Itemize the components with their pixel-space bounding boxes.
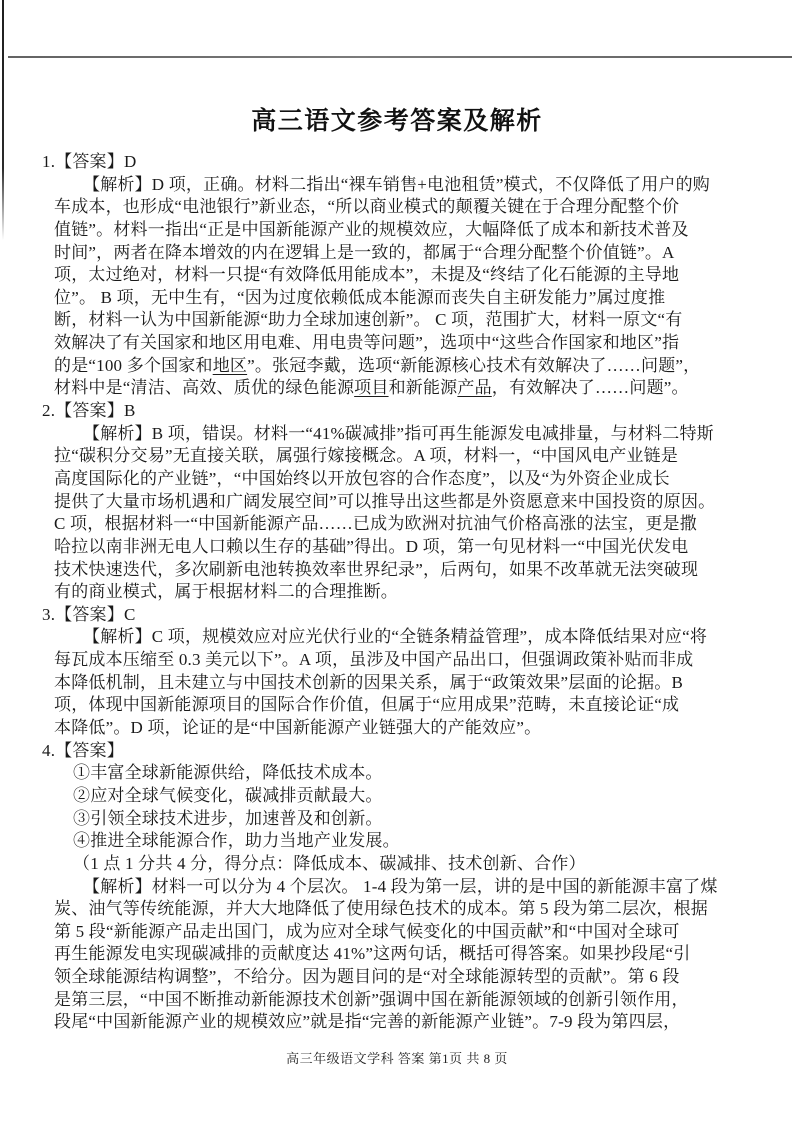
text-segment: 材料中是“清洁、高效、质优的绿色能源 — [54, 378, 355, 398]
text-line: 技术快速迭代，多次刷新电池转换效率世界纪录”，后两句，如果不改革就无法突破现 — [54, 559, 699, 579]
answer-point-line: ②应对全球气候变化，碳减排贡献最大。 — [73, 785, 383, 805]
text-line: 2.【答案】B — [42, 401, 136, 421]
text-line: 【解析】材料一可以分为 4 个层次。 1-4 段为第一层，讲的是中国的新能源丰富了煤 — [83, 876, 718, 896]
text-line: 每瓦成本压缩至 0.3 美元以下”。A 项，虽涉及中国产品出口，但强调政策补贴而非成 — [54, 650, 694, 670]
text-segment: ，有效解决了……问题”。 — [491, 378, 689, 398]
text-line: 1.【答案】D — [42, 152, 137, 171]
text-line: 4.【答案】 — [42, 740, 124, 760]
text-line: 是第三层，“中国不断推动新能源技术创新”强调中国在新能源领域的创新引领作用， — [54, 989, 689, 1009]
underlined-text: 地区 — [212, 355, 248, 375]
answer-point-line: ④推进全球能源合作，助力当地产业发展。 — [73, 831, 400, 851]
scan-artifact-horizontal-line — [8, 56, 792, 58]
text-line — [54, 355, 754, 378]
underlined-text: 项目 — [354, 378, 389, 398]
text-line: 断，材料一认为中国新能源“助力全球加速创新”。 C 项，范围扩大，材料一原文“有 — [54, 310, 683, 330]
text-line: 再生能源发电实现碳减排的贡献度达 41%”这两句话，概括可得答案。如果抄段尾“引 — [54, 944, 691, 964]
answer-point-line: ③引领全球技术进步，加速普及和创新。 — [73, 808, 383, 828]
text-line: 【解析】C 项，规模效应对应光伏行业的“全链条精益管理”，成本降低结果对应“将 — [83, 627, 708, 647]
text-line: 本降低”。D 项，论证的是“中国新能源产业链强大的产能效应”。 — [54, 718, 542, 738]
text-line: 位”。 B 项，无中生有，“因为过度依赖低成本能源而丧失自主研发能力”属过度推 — [54, 287, 666, 307]
text-line: 【解析】D 项，正确。材料二指出“裸车销售+电池租赁”模式，不仅降低了用户的购 — [83, 174, 711, 194]
text-line: 第 5 段“新能源产品走出国门，成为应对全球气候变化的中国贡献”和“中国对全球可 — [54, 921, 680, 941]
text-segment: ”。张冠李戴，选项“新能源核心技术有效解决了……问题”， — [247, 355, 701, 375]
text-line: 时间”，两者在降本增效的内在逻辑上是一致的，都属于“合理分配整个价值链”。A — [54, 242, 675, 262]
page-title: 高三语文参考答案及解析 — [251, 108, 543, 135]
text-line — [54, 377, 754, 400]
text-line: 有的商业模式，属于根据材料二的合理推断。 — [54, 582, 398, 602]
text-line: 车成本，也形成“电池银行”新业态，“所以商业模式的颠覆关键在于合理分配整个价 — [54, 197, 680, 217]
underlined-text: 产品 — [457, 378, 492, 398]
text-line: 领全球能源结构调整”，不给分。因为题目问的是“对全球能源转型的贡献”。第 6 段 — [54, 967, 680, 987]
text-segment: 和新能源 — [388, 378, 458, 398]
answer-body — [42, 151, 754, 1034]
text-line: 炭、油气等传统能源，并大大地降低了使用绿色技术的成本。第 5 段为第二层次，根据 — [54, 899, 708, 919]
text-line: 哈拉以南非洲无电人口赖以生存的基础”得出。D 项，第一句见材料一“中国光伏发电 — [54, 536, 689, 556]
text-line: 提供了大量市场机遇和广阔发展空间”可以推导出这些都是外资愿意来中国投资的原因。 — [54, 491, 716, 511]
text-line: 本降低机制，且未建立与中国技术创新的因果关系，属于“政策效果”层面的论据。B — [54, 672, 684, 692]
page-footer: 高三年级语文学科 答案 第1页 共 8 页 — [286, 1051, 508, 1066]
text-line: 值链”。材料一指出“正是中国新能源产业的规模效应，大幅降低了成本和新技术普及 — [54, 219, 689, 239]
text-line: 段尾“中国新能源产业的规模效应”就是指“完善的新能源产业链”。7-9 段为第四层， — [54, 1012, 681, 1032]
text-line: 3.【答案】C — [42, 604, 136, 624]
text-line: 项，体现中国新能源项目的国际合作价值，但属于“应用成果”范畴，未直接论证“成 — [54, 695, 680, 715]
text-line: 【解析】B 项，错误。材料一“41%碳减排”指可再生能源发电减排量，与材料二特斯 — [83, 423, 714, 443]
text-line: 项，太过绝对，材料一只提“有效降低用能成本”，未提及“终结了化石能源的主导地 — [54, 265, 680, 285]
text-segment: 的是“100 多个国家和 — [54, 355, 213, 375]
scoring-note-line: （1 点 1 分共 4 分，得分点：降低成本、碳减排、技术创新、合作） — [73, 853, 586, 873]
text-line: C 项，根据材料一“中国新能源产品……已成为欧洲对抗油气价格高涨的法宝，更是撒 — [54, 514, 697, 534]
text-line: 拉“碳积分交易”无直接关联，属强行嫁接概念。A 项，材料一，“中国风电产业链是 — [54, 446, 679, 466]
answer-point-line: ①丰富全球新能源供给，降低技术成本。 — [73, 763, 383, 783]
text-line: 效解决了有关国家和地区用电难、用电贵等问题”，选项中“这些合作国家和地区”指 — [54, 333, 680, 353]
text-line: 高度国际化的产业链”，“中国始终以开放包容的合作态度”，以及“为外资企业成长 — [54, 468, 670, 488]
